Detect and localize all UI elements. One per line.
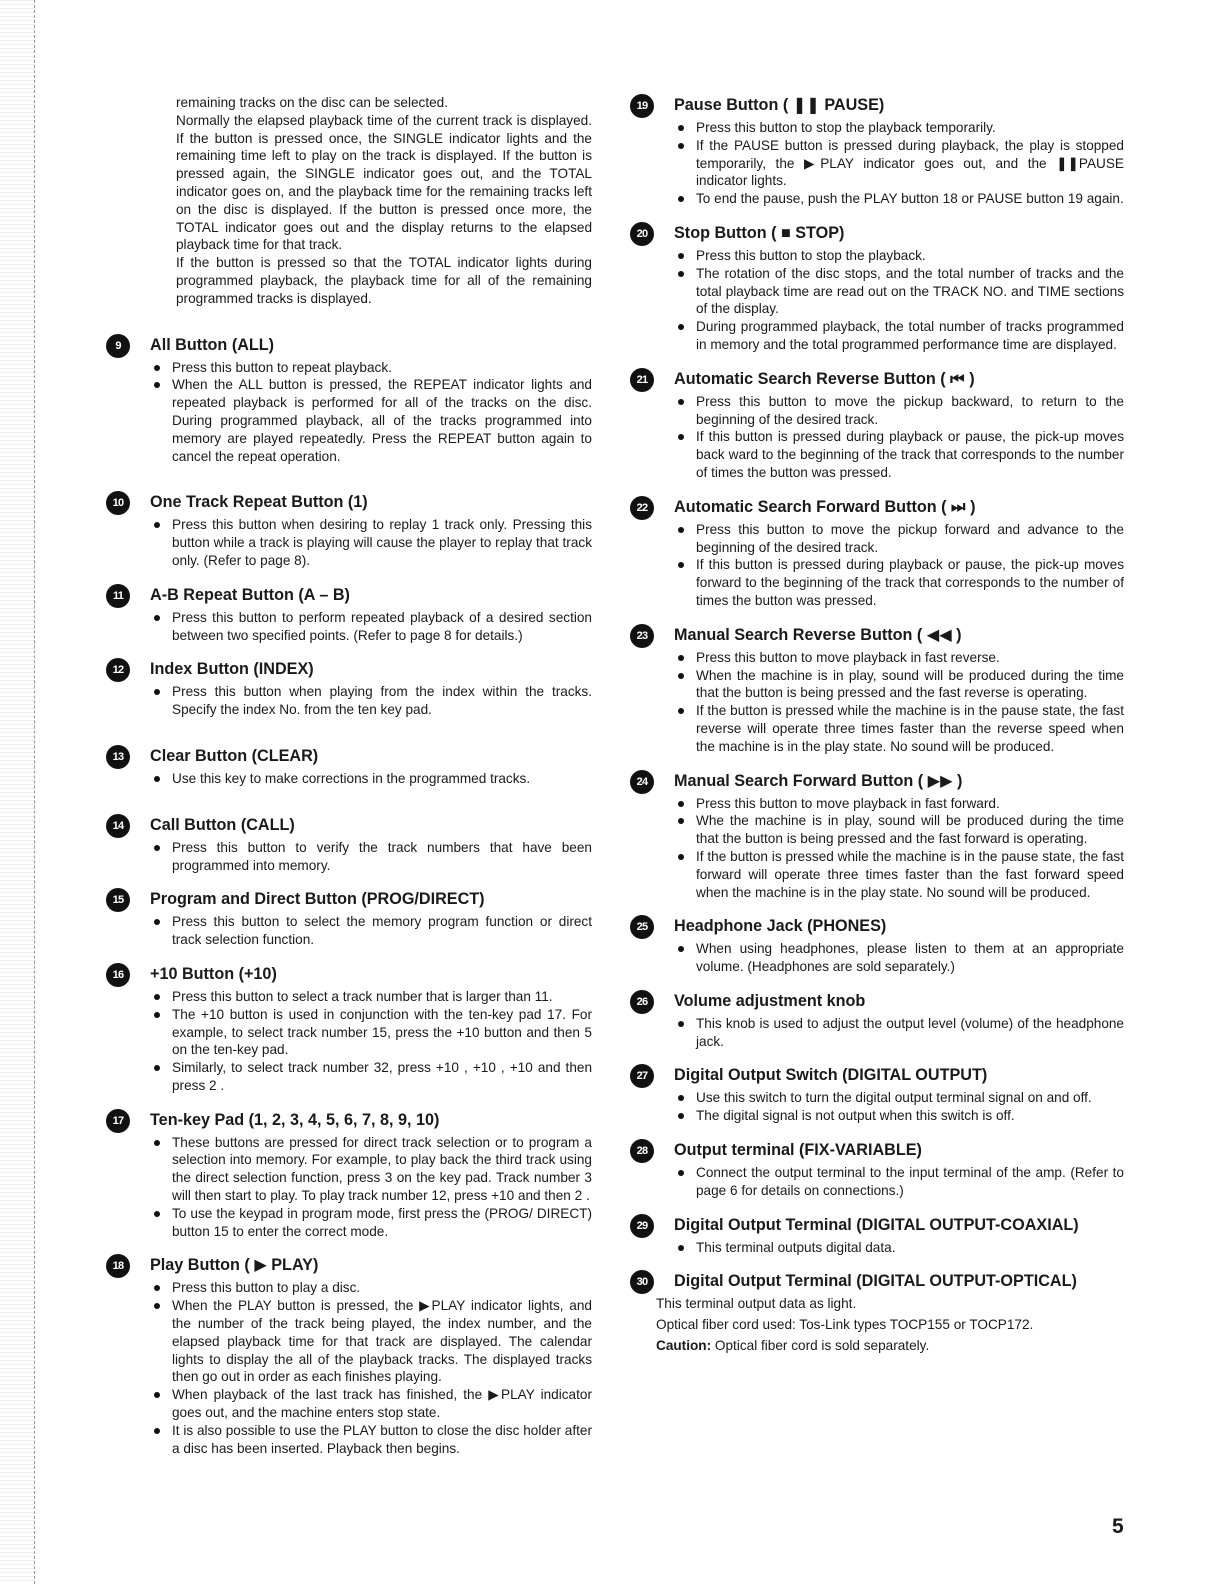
bullet-item: Press this button when desiring to replay 1 track only. Pressing this button while a track is playing will cause the player to replay that track only. (Refer to page 8). — [150, 516, 592, 569]
bullet-list — [106, 988, 592, 1095]
bullet-item: Press this button to perform repeated playback of a desired section between two specified points. (Refer to page 8 for details.) — [150, 609, 592, 645]
section-digital-output-coaxial — [630, 1214, 1124, 1257]
section-number-badge: 13 — [106, 745, 130, 769]
section-number-badge: 28 — [630, 1139, 654, 1163]
bullet-item: These buttons are pressed for direct track selection or to program a selection into memory. For example, to play back the third track using the direct selection function, press 3 on the key pad. Track number 3 will then start to play. To play track number 12, press +10 and then 2 . — [150, 1134, 592, 1205]
section-number-badge: 15 — [106, 888, 130, 912]
bullet-item: When using headphones, please listen to them at an appropriate volume. (Headphones are sold separately.) — [674, 940, 1124, 976]
section-title: Call Button (CALL) — [150, 815, 295, 834]
section-clear-button — [106, 745, 592, 788]
bullet-item: Press this button to stop the playback temporarily. — [674, 119, 1124, 137]
section-title: +10 Button (+10) — [150, 964, 277, 983]
bullet-item: Use this key to make corrections in the programmed tracks. — [150, 770, 592, 788]
section-number-badge: 30 — [630, 1270, 654, 1294]
section-number-badge: 9 — [106, 334, 130, 358]
section-title: Manual Search Forward Button ( ▶▶ ) — [674, 771, 963, 790]
bullet-item: The digital signal is not output when this switch is off. — [674, 1107, 1124, 1125]
section-title: Volume adjustment knob — [674, 991, 866, 1010]
bullet-item: Press this button to stop the playback. — [674, 247, 1124, 265]
bullet-list — [630, 1239, 1124, 1257]
section-title: All Button (ALL) — [150, 335, 275, 354]
bullet-item: If the button is pressed while the machine is in the pause state, the fast forward will operate three times faster than the fast forward speed when the machine is in the play state. No sound will be produced. — [674, 848, 1124, 901]
section-auto-search-reverse — [630, 368, 1124, 482]
bullet-item: Press this button to move playback in fast reverse. — [674, 649, 1124, 667]
section-number-badge: 20 — [630, 222, 654, 246]
bullet-item: Press this button to move the pickup forward and advance to the beginning of the desired track. — [674, 521, 1124, 557]
section-number-badge: 10 — [106, 491, 130, 515]
caution-label: Caution: — [656, 1338, 712, 1354]
section-one-track-repeat — [106, 491, 592, 569]
left-column — [106, 94, 592, 1457]
bullet-list — [630, 119, 1124, 208]
section-title: Digital Output Terminal (DIGITAL OUTPUT-COAXIAL) — [674, 1215, 1079, 1234]
bullet-list — [106, 516, 592, 569]
bullet-item: Press this button to play a disc. — [150, 1279, 592, 1297]
section-number-badge: 14 — [106, 814, 130, 838]
section-stop-button — [630, 222, 1124, 354]
section-title: Digital Output Terminal (DIGITAL OUTPUT-OPTICAL) — [674, 1272, 1077, 1291]
bullet-item: The +10 button is used in conjunction with the ten-key pad 17. For example, to select track number 15, press the +10 button and then 5 on the ten-key pad. — [150, 1006, 592, 1059]
continuation-paragraph: remaining tracks on the disc can be selected. — [176, 95, 449, 110]
section-manual-search-reverse — [630, 624, 1124, 756]
bullet-item: Press this button to select the memory program function or direct track selection function. — [150, 913, 592, 949]
section-play-button — [106, 1254, 592, 1457]
bullet-item: Press this button to select a track number that is larger than 11. — [150, 988, 592, 1006]
section-title: Index Button (INDEX) — [150, 660, 314, 679]
section-number-badge: 11 — [106, 584, 130, 608]
bullet-item: When the ALL button is pressed, the REPEAT indicator lights and repeated playback is performed for all of the tracks on the disc. During programmed playback, all of the tracks programmed into memory are played repeatedly. Press the REPEAT button again to cancel the repeat operation. — [150, 376, 592, 465]
bullet-item: To end the pause, push the PLAY button 18 or PAUSE button 19 again. — [674, 190, 1124, 208]
right-column — [630, 94, 1124, 1355]
bullet-list — [106, 609, 592, 645]
section-title: Output terminal (FIX-VARIABLE) — [674, 1141, 922, 1160]
section-number-badge: 21 — [630, 368, 654, 392]
body-paragraph: This terminal output data as light. — [656, 1296, 857, 1312]
section-auto-search-forward — [630, 496, 1124, 610]
section-title: Clear Button (CLEAR) — [150, 746, 319, 765]
section-index-button — [106, 658, 592, 719]
section-title: One Track Repeat Button (1) — [150, 493, 368, 512]
section-number-badge: 25 — [630, 915, 654, 939]
bullet-item: During programmed playback, the total number of tracks programmed in memory and the total programmed performance time are displayed. — [674, 318, 1124, 354]
section-title: Pause Button ( ❚❚ PAUSE) — [674, 96, 885, 114]
section-number-badge: 19 — [630, 94, 654, 118]
bullet-item: Whe the machine is in play, sound will be produced during the time that the button is being pressed and the fast forward is operating. — [674, 812, 1124, 848]
body-paragraph: Optical fiber cord used: Tos-Link types TOCP155 or TOCP172. — [656, 1317, 1034, 1333]
section-title: Ten-key Pad (1, 2, 3, 4, 5, 6, 7, 8, 9, 10) — [150, 1110, 440, 1129]
section-number-badge: 18 — [106, 1254, 130, 1278]
caution-note — [656, 1337, 1124, 1355]
bullet-list — [106, 839, 592, 875]
bullet-list — [106, 913, 592, 949]
bullet-list — [106, 359, 592, 466]
bullet-item: Press this button to repeat playback. — [150, 359, 592, 377]
caution-text: Optical fiber cord is sold separately. — [714, 1338, 930, 1354]
bullet-item: When playback of the last track has finished, the ▶PLAY indicator goes out, and the machine enters stop state. — [150, 1386, 592, 1422]
section-number-badge: 12 — [106, 658, 130, 682]
page-number: 5 — [1112, 1515, 1124, 1538]
bullet-list — [630, 1015, 1124, 1051]
bullet-item: When the PLAY button is pressed, the ▶PLAY indicator lights, and the number of the track being played, the index number, and the elapsed playback time for that track are displayed. The calendar lights to display the all of the playback tracks. The displayed tracks then go out in order as each finishes playing. — [150, 1297, 592, 1386]
bullet-list — [106, 1279, 592, 1457]
bullet-list — [630, 795, 1124, 902]
section-number-badge: 26 — [630, 990, 654, 1014]
section-title: Play Button ( ▶ PLAY) — [150, 1256, 319, 1275]
section-title: Manual Search Reverse Button ( ◀◀ ) — [674, 625, 962, 644]
bullet-list — [630, 1164, 1124, 1200]
bullet-list — [630, 393, 1124, 482]
section-title: Digital Output Switch (DIGITAL OUTPUT) — [674, 1066, 988, 1085]
bullet-list — [630, 247, 1124, 354]
bullet-list — [630, 940, 1124, 976]
section-title: Stop Button ( ■ STOP) — [674, 223, 845, 242]
section-number-badge: 23 — [630, 624, 654, 648]
bullet-item: The rotation of the disc stops, and the total number of tracks and the total playback time are read out on the TRACK NO. and TIME sections of the display. — [674, 265, 1124, 318]
bullet-item: Press this button when playing from the index within the tracks. Specify the index No. from the ten key pad. — [150, 683, 592, 719]
section-call-button — [106, 814, 592, 875]
bullet-list — [106, 683, 592, 719]
section-plus10-button — [106, 963, 592, 1095]
bullet-item: If the button is pressed while the machine is in the pause state, the fast reverse will operate three times faster than the reverse speed when the machine is in the play state. No sound will be produced. — [674, 702, 1124, 755]
section-number-badge: 27 — [630, 1064, 654, 1088]
section-headphone-jack — [630, 915, 1124, 976]
bullet-item: If this button is pressed during playback or pause, the pick-up moves back ward to the beginning of the track that corresponds to the number of times the button was pressed. — [674, 428, 1124, 481]
binding-edge — [0, 0, 35, 1584]
bullet-item: It is also possible to use the PLAY button to close the disc holder after a disc has been inserted. Playback then begins. — [150, 1422, 592, 1458]
continuation-paragraph: If the button is pressed so that the TOTAL indicator lights during programmed playback, the playback time for all of the remaining programmed tracks is displayed. — [176, 255, 592, 306]
bullet-list — [630, 649, 1124, 756]
bullet-item: To use the keypad in program mode, first press the (PROG/ DIRECT) button 15 to enter the correct mode. — [150, 1205, 592, 1241]
section-digital-output-switch — [630, 1064, 1124, 1125]
bullet-item: This terminal outputs digital data. — [674, 1239, 1124, 1257]
section-prog-direct-button — [106, 888, 592, 949]
section-number-badge: 24 — [630, 770, 654, 794]
section-ten-key-pad — [106, 1109, 592, 1241]
continuation-paragraph: Normally the elapsed playback time of the current track is displayed. If the button is pressed once, the SINGLE indicator lights and the remaining time left to play on the track is displayed. If the button is pressed again, the SINGLE indicator goes out, and the TOTAL indicator goes on, and the playback time for the remaining tracks left on the disc is displayed. If the button is pressed once more, the TOTAL indicator goes out and the display returns to the elapsed playback time for that track. — [176, 112, 592, 253]
bullet-list — [106, 770, 592, 788]
section-ab-repeat — [106, 584, 592, 645]
bullet-item: If this button is pressed during playback or pause, the pick-up moves forward to the beginning of the track that corresponds to the number of times the button was pressed. — [674, 556, 1124, 609]
bullet-item: If the PAUSE button is pressed during playback, the play is stopped temporarily, the ▶PLAY indicator goes out, and the ❚❚PAUSE indicator lights. — [674, 137, 1124, 190]
section-title: Program and Direct Button (PROG/DIRECT) — [150, 890, 485, 909]
section-manual-search-forward — [630, 770, 1124, 902]
section-title: Automatic Search Reverse Button ( ⏮ ) — [674, 369, 975, 388]
section-number-badge: 22 — [630, 496, 654, 520]
bullet-item: Press this button to verify the track numbers that have been programmed into memory. — [150, 839, 592, 875]
section-all-button — [106, 334, 592, 466]
bullet-item: When the machine is in play, sound will be produced during the time that the button is being pressed and the fast reverse is operating. — [674, 667, 1124, 703]
bullet-item: Use this switch to turn the digital output terminal signal on and off. — [674, 1089, 1124, 1107]
bullet-list — [630, 1089, 1124, 1125]
section-number-badge: 17 — [106, 1109, 130, 1133]
bullet-list — [106, 1134, 592, 1241]
section-digital-output-optical — [630, 1270, 1124, 1354]
section-output-terminal — [630, 1139, 1124, 1200]
section-volume-knob — [630, 990, 1124, 1051]
bullet-item: Press this button to move playback in fast forward. — [674, 795, 1124, 813]
bullet-item: Press this button to move the pickup backward, to return to the beginning of the desired track. — [674, 393, 1124, 429]
bullet-list — [630, 521, 1124, 610]
section-number-badge: 16 — [106, 963, 130, 987]
section-pause-button — [630, 94, 1124, 208]
section-title: Automatic Search Forward Button ( ⏭ ) — [674, 497, 976, 516]
bullet-item: Connect the output terminal to the input terminal of the amp. (Refer to page 6 for details on connections.) — [674, 1164, 1124, 1200]
section-title: Headphone Jack (PHONES) — [674, 917, 887, 936]
bullet-item: This knob is used to adjust the output level (volume) of the headphone jack. — [674, 1015, 1124, 1051]
section-number-badge: 29 — [630, 1214, 654, 1238]
section-title: A-B Repeat Button (A – B) — [150, 585, 350, 604]
bullet-item: Similarly, to select track number 32, press +10 , +10 , +10 and then press 2 . — [150, 1059, 592, 1095]
